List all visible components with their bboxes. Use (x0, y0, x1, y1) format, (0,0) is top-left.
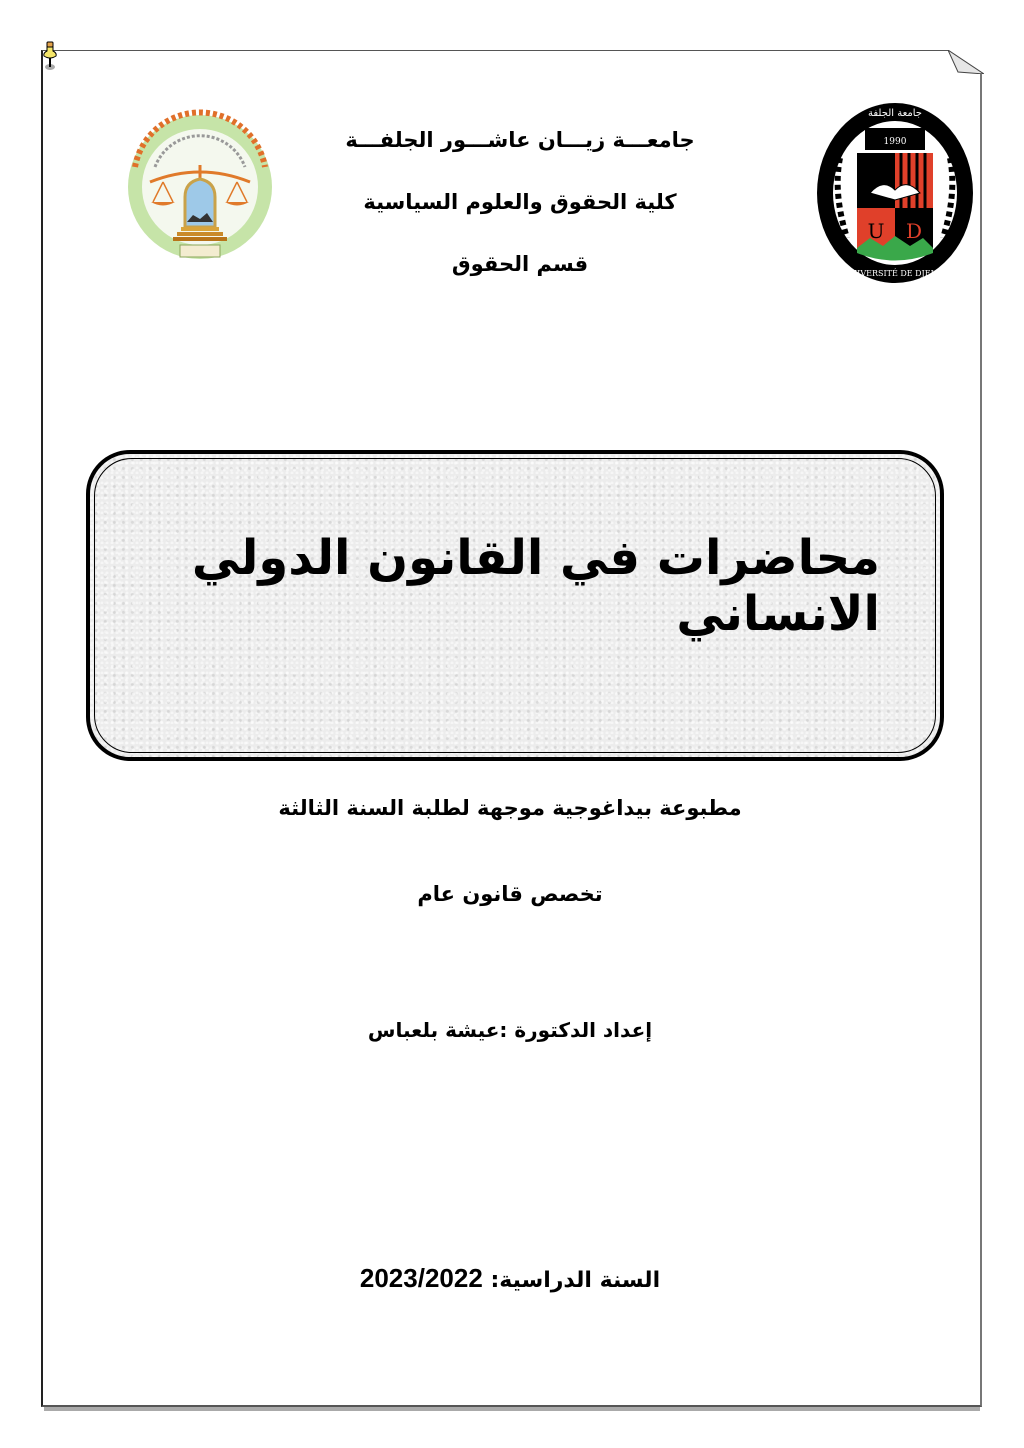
svg-text:1990: 1990 (883, 137, 907, 147)
svg-text:جامعة الجلفة: جامعة الجلفة (868, 108, 922, 119)
faculty-logo (115, 107, 285, 267)
author: إعداد الدكتورة :عيشة بلعباس (367, 1018, 653, 1042)
document-subtitle: مطبوعة بيداغوجية موجهة لطلبة السنة الثالثة (278, 796, 742, 820)
academic-year-value: 2023/2022 (359, 1263, 483, 1293)
department-name: قسم الحقوق (451, 252, 589, 276)
academic-year (300, 1263, 720, 1294)
page-fold-icon (948, 50, 984, 74)
academic-year-label: السنة الدراسية: (490, 1268, 661, 1293)
pushpin-icon (43, 39, 63, 73)
page-shadow (44, 1407, 980, 1411)
svg-text:U: U (867, 219, 885, 243)
university-name: جامعـــة زيـــان عاشـــور الجلفـــة (345, 128, 695, 152)
university-logo (815, 98, 975, 288)
title-box (86, 450, 944, 761)
faculty-name: كلية الحقوق والعلوم السياسية (363, 190, 677, 214)
specialization: تخصص قانون عام (417, 882, 603, 906)
institution-header (300, 120, 740, 306)
svg-text:D: D (905, 219, 923, 243)
document-title: محاضرات في القانون الدولي الانساني (191, 530, 880, 642)
svg-text:UNIVERSITÉ DE DJELFA: UNIVERSITÉ DE DJELFA (843, 269, 947, 278)
